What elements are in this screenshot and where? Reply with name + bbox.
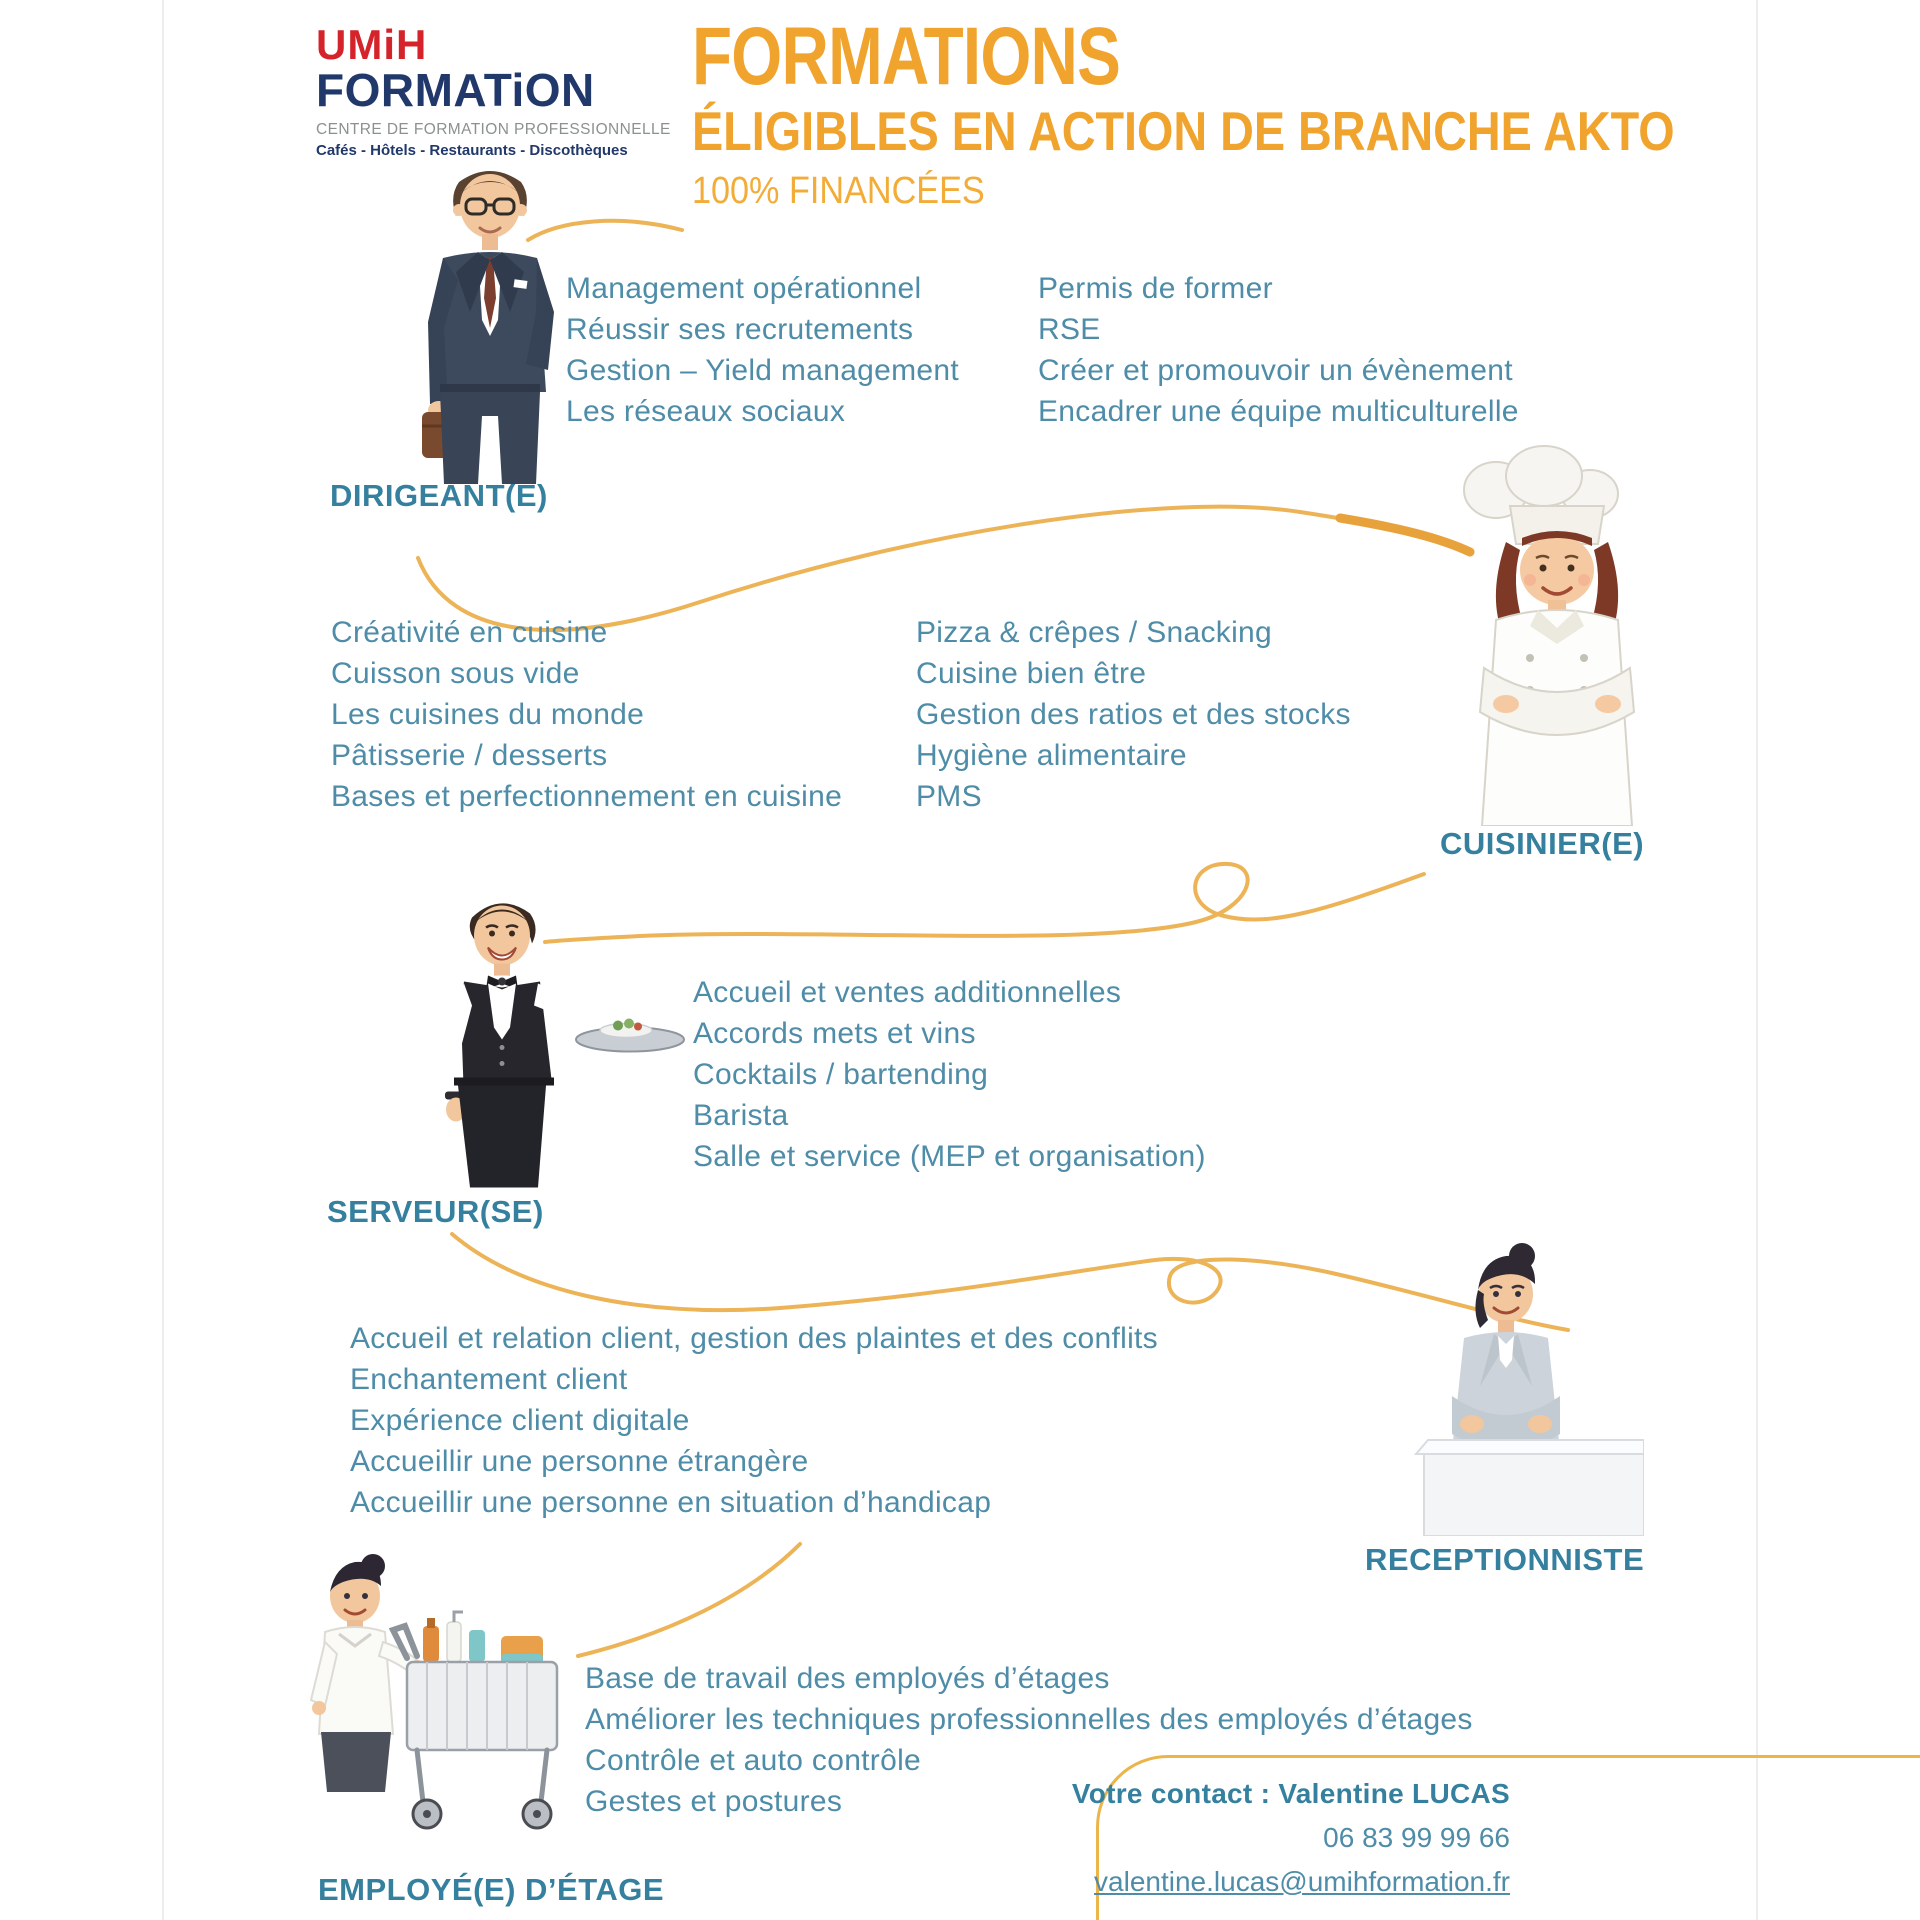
course-item: Accueil et relation client, gestion des plaintes et des conflits — [350, 1322, 1158, 1355]
logo-subtagline: Cafés - Hôtels - Restaurants - Discothèques — [316, 142, 628, 160]
course-item: Cuisson sous vide — [331, 657, 580, 690]
course-item: PMS — [916, 780, 982, 813]
page-subtitle: ÉLIGIBLES EN ACTION DE BRANCHE AKTO — [692, 100, 1675, 162]
course-item: Pizza & crêpes / Snacking — [916, 616, 1273, 649]
course-item: Base de travail des employés d’étages — [585, 1662, 1110, 1695]
course-item: Enchantement client — [350, 1363, 628, 1396]
course-item: RSE — [1038, 313, 1101, 346]
course-item: Créativité en cuisine — [331, 616, 608, 649]
cuisinier-course-list-col1 — [331, 612, 842, 817]
course-item: Barista — [693, 1099, 789, 1132]
course-item: Accords mets et vins — [693, 1017, 976, 1050]
course-item: Réussir ses recrutements — [566, 313, 914, 346]
page-left-edge — [162, 0, 164, 1920]
section-label-cuisinier: CUISINIER(E) — [1440, 826, 1645, 861]
logo-brand-bottom: FORMATiON — [316, 64, 595, 116]
course-item: Cuisine bien être — [916, 657, 1147, 690]
dirigeant-course-list-col1 — [566, 268, 959, 432]
course-item: Salle et service (MEP et organisation) — [693, 1140, 1206, 1173]
contact-heading: Votre contact : Valentine LUCAS — [1071, 1778, 1510, 1809]
course-item: Cocktails / bartending — [693, 1058, 989, 1091]
course-item: Pâtisserie / desserts — [331, 739, 608, 772]
logo-brand-top: UMiH — [316, 21, 428, 68]
page-title-block — [692, 11, 1848, 213]
cuisinier-course-list-col2 — [916, 612, 1351, 817]
serveur-course-list — [693, 972, 1206, 1177]
logo-tagline: CENTRE DE FORMATION PROFESSIONNELLE — [316, 121, 671, 139]
page-title: FORMATIONS — [692, 11, 1121, 102]
course-item: Gestion des ratios et des stocks — [916, 698, 1351, 731]
contact-phone: 06 83 99 99 66 — [1323, 1822, 1510, 1853]
course-item: Gestion – Yield management — [566, 354, 960, 387]
serveur-illustration — [330, 886, 686, 1194]
umih-formation-logo — [316, 21, 671, 160]
course-item: Hygiène alimentaire — [916, 739, 1187, 772]
course-item: Accueillir une personne en situation d’handicap — [350, 1486, 992, 1519]
funding-note: 100% FINANCÉES — [692, 169, 985, 212]
course-item: Accueillir une personne étrangère — [350, 1445, 809, 1478]
section-label-dirigeant: DIRIGEANT(E) — [330, 478, 548, 513]
section-label-receptionniste: RECEPTIONNISTE — [1365, 1542, 1645, 1577]
section-label-serveur: SERVEUR(SE) — [327, 1194, 544, 1229]
dirigeant-course-list-col2 — [1038, 268, 1519, 432]
section-label-employe-etage: EMPLOYÉ(E) D’ÉTAGE — [318, 1872, 665, 1907]
course-item: Créer et promouvoir un évènement — [1038, 354, 1513, 387]
course-item: Permis de former — [1038, 272, 1273, 305]
contact-block — [1020, 1778, 1510, 1898]
course-item: Expérience client digitale — [350, 1404, 690, 1437]
course-item: Accueil et ventes additionnelles — [693, 976, 1122, 1009]
course-item: Les cuisines du monde — [331, 698, 645, 731]
receptionniste-illustration — [1368, 1236, 1644, 1536]
cuisinier-illustration — [1418, 442, 1670, 826]
contact-email-link[interactable]: valentine.lucas@umihformation.fr — [1094, 1866, 1510, 1897]
course-item: Gestes et postures — [585, 1785, 843, 1818]
course-item: Les réseaux sociaux — [566, 395, 846, 428]
receptionniste-course-list — [350, 1318, 1158, 1523]
course-item: Bases et perfectionnement en cuisine — [331, 780, 843, 813]
course-item: Management opérationnel — [566, 272, 922, 305]
course-item: Améliorer les techniques professionnelles des employés d’étages — [585, 1703, 1473, 1736]
page-right-edge — [1756, 0, 1758, 1920]
employe-etage-illustration — [255, 1550, 575, 1842]
course-item: Contrôle et auto contrôle — [585, 1744, 922, 1777]
course-item: Encadrer une équipe multiculturelle — [1038, 395, 1519, 428]
